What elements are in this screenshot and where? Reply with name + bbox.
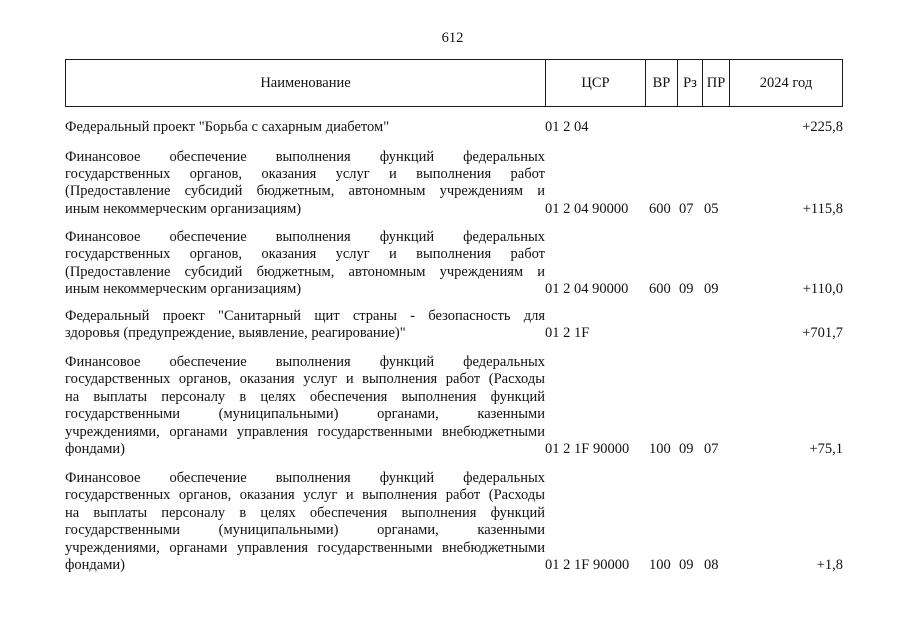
row-name-line: государственных органов, оказания услуг и выполнения работ (Расходы [65, 371, 545, 388]
pr-cell: 07 [704, 441, 719, 458]
page-number: 612 [441, 30, 464, 46]
row-name-line: фондами) [65, 557, 125, 574]
csr-cell: 01 2 1F 90000 [545, 557, 630, 574]
header-vr: ВР [645, 60, 677, 106]
rz-cell: 07 [679, 200, 694, 217]
row-name-line: Финансовое обеспечение выполнения функций федеральных [65, 229, 545, 245]
table-row [65, 470, 843, 574]
csr-cell: 01 2 04 90000 [545, 281, 629, 298]
row-name-line: иным некоммерческим организациям) [65, 200, 302, 217]
pr-cell: 09 [704, 281, 719, 298]
amount-cell: +115,8 [802, 200, 843, 217]
header-rz: Рз [677, 60, 702, 106]
header-year: 2024 год [729, 60, 842, 106]
pr-cell: 08 [704, 557, 719, 574]
vr-cell: 100 [649, 441, 671, 458]
row-name-line: (Предоставление субсидий бюджетным, автономным учреждениям и [65, 263, 545, 280]
table-row [65, 354, 843, 458]
amount-cell: +110,0 [802, 281, 843, 298]
vr-cell: 600 [649, 281, 671, 298]
row-name-line: государственных органов, оказания услуг и выполнения работ [65, 165, 545, 182]
csr-cell: 01 2 04 90000 [545, 200, 629, 217]
table-row [65, 119, 843, 136]
row-name-line: Федеральный проект "Санитарный щит страны - безопасность для [65, 308, 545, 324]
amount-cell: +225,8 [802, 119, 843, 135]
row-name-line: на выплаты персоналу в целях обеспечения выполнения функций [65, 388, 545, 405]
amount-cell: +1,8 [816, 557, 843, 574]
amount-cell: +701,7 [802, 325, 843, 342]
row-name-line: на выплаты персоналу в целях обеспечения выполнения функций [65, 504, 545, 521]
rz-cell: 09 [679, 281, 694, 298]
header-name: Наименование [260, 74, 351, 91]
vr-cell: 100 [649, 557, 671, 574]
table-header [65, 59, 843, 107]
row-name-line: Финансовое обеспечение выполнения функций федеральных [65, 354, 545, 370]
row-name-line: здоровья (предупреждение, выявление, реагирование)" [65, 325, 406, 342]
row-name-line: учреждениями, органами управления государственными внебюджетными [65, 539, 545, 556]
row-name-line: иным некоммерческим организациям) [65, 281, 302, 298]
row-name-line: Финансовое обеспечение выполнения функций федеральных [65, 470, 545, 486]
row-name-line: Федеральный проект "Борьба с сахарным диабетом" [65, 119, 390, 135]
table-row [65, 149, 843, 219]
rz-cell: 09 [679, 557, 694, 574]
csr-cell: 01 2 04 [545, 119, 589, 135]
row-name-line: (Предоставление субсидий бюджетным, автономным учреждениям и [65, 183, 545, 200]
amount-cell: +75,1 [809, 441, 843, 458]
row-name-line: государственными (муниципальными) органами, казенными [65, 522, 545, 539]
table-row [65, 229, 843, 299]
row-name-line: фондами) [65, 441, 125, 458]
rz-cell: 09 [679, 441, 694, 458]
row-name-line: учреждениями, органами управления государственными внебюджетными [65, 423, 545, 440]
row-name-line: государственных органов, оказания услуг и выполнения работ (Расходы [65, 487, 545, 504]
header-pr: ПР [702, 60, 729, 106]
row-name-line: государственными (муниципальными) органами, казенными [65, 406, 545, 423]
vr-cell: 600 [649, 200, 671, 217]
table-row [65, 308, 843, 343]
row-name-line: Финансовое обеспечение выполнения функций федеральных [65, 148, 545, 165]
pr-cell: 05 [704, 200, 719, 217]
header-csr: ЦСР [545, 60, 645, 106]
csr-cell: 01 2 1F [545, 325, 590, 342]
row-name-line: государственных органов, оказания услуг и выполнения работ [65, 246, 545, 263]
csr-cell: 01 2 1F 90000 [545, 441, 630, 458]
